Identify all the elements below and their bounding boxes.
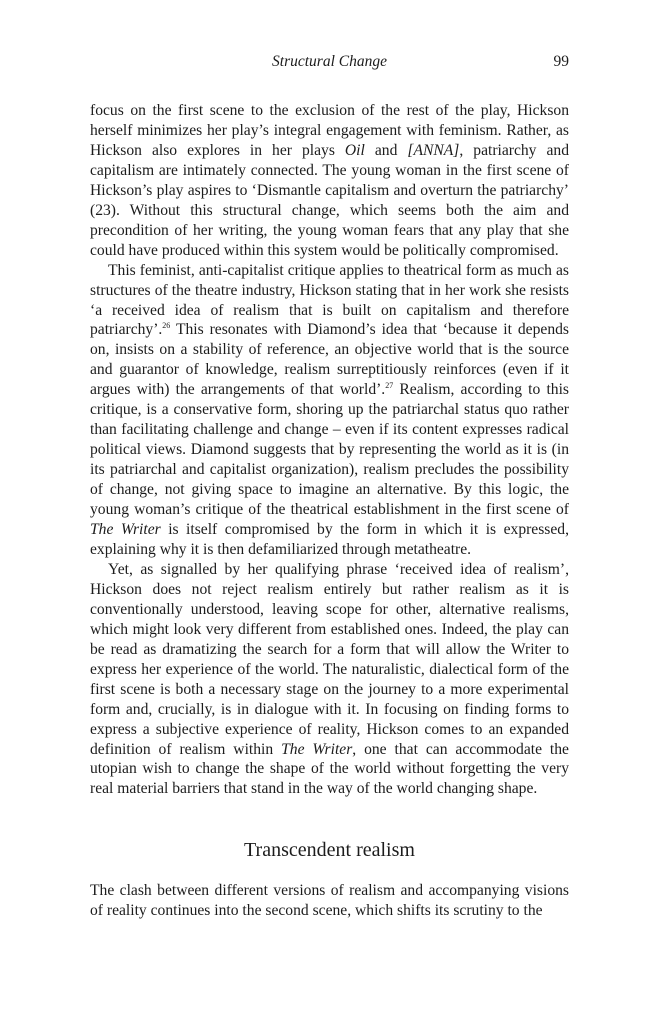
- page-number: 99: [553, 53, 569, 70]
- paragraph-1: [90, 101, 569, 261]
- footnote-ref-27: 27: [385, 381, 394, 391]
- paragraph-2: [90, 261, 569, 560]
- text-run: The clash between different versions of realism and accompanying visions of reality continues into the second scene, which shifts its scrutiny to the: [90, 882, 569, 920]
- text-run: This resonates with Diamond’s idea that ‘because it depends on, insists on a stability of reference, an objective world that is the source and guarantor of knowledge, realism surreptitiously reinforces (even if it argues with) the arrangements of that world’.: [90, 321, 569, 399]
- running-head: [90, 52, 569, 72]
- text-run: This feminist, anti-capitalist critique applies to theatrical form as much as structures of the theatre industry, Hickson stating that in her work she resists ‘a received idea of realism that is built on capitalism and therefore patriarchy’.: [90, 261, 569, 339]
- play-title-oil: Oil: [344, 141, 365, 159]
- section-heading: Transcendent realism: [244, 839, 415, 862]
- text-run: is itself compromised by the form in which it is expressed, explaining why it is then defamiliarized through metatheatre.: [90, 521, 569, 558]
- paragraph-4: [90, 881, 569, 921]
- text-run: focus on the first scene to the exclusion of the rest of the play, Hickson herself minimizes her play’s integral engagement with feminism. Rather, as Hickson also explores in her plays: [90, 102, 569, 159]
- play-title-anna: [ANNA]: [407, 141, 460, 159]
- play-title-the-writer: The Writer: [281, 740, 353, 758]
- text-run: , one that can accommodate the utopian wish to change the shape of the world without forgetting the very real material barriers that stand in the way of the world changing shape.: [90, 740, 569, 798]
- text-run: , patriarchy and capitalism are intimately connected. The young woman in the first scene of Hickson’s play aspires to ‘Dismantle capitalism and overturn the patriarchy’ (23). Without this structural change, which seems both the aim and precondition of her writing, the young woman fears that any play that she could have produced within this system would be politically compromised.: [90, 141, 569, 259]
- text-run: and: [364, 141, 408, 159]
- paragraph-3: [90, 560, 569, 799]
- body-text: [90, 101, 569, 921]
- running-title: Structural Change: [272, 53, 387, 70]
- text-run: Realism, according to this critique, is a conservative form, shoring up the patriarchal status quo rather than facilitating challenge and change – even if its content expresses radical political views. Diamond suggests that by representing the world as it is (in its patriarchal and capitalist organization), realism precludes the possibility of change, not giving space to imagine an alternative. By this logic, the young woman’s critique of the theatrical establishment in the first scene of: [90, 381, 569, 519]
- play-title-the-writer: The Writer: [90, 521, 161, 539]
- footnote-ref-26: 26: [162, 321, 171, 331]
- text-run: Yet, as signalled by her qualifying phrase ‘received idea of realism’, Hickson does not reject realism entirely but rather realism as it is conventionally understood, leaving scope for other, alternative realisms, which might look very different from established ones. Indeed, the play can be read as dramatizing the search for a form that will allow the Writer to express her experience of the world. The naturalistic, dialectical form of the first scene is both a necessary stage on the journey to a more experimental form and, crucially, is in dialogue with it. In focusing on finding forms to express a subjective experience of reality, Hickson comes to an expanded definition of realism within: [90, 560, 569, 758]
